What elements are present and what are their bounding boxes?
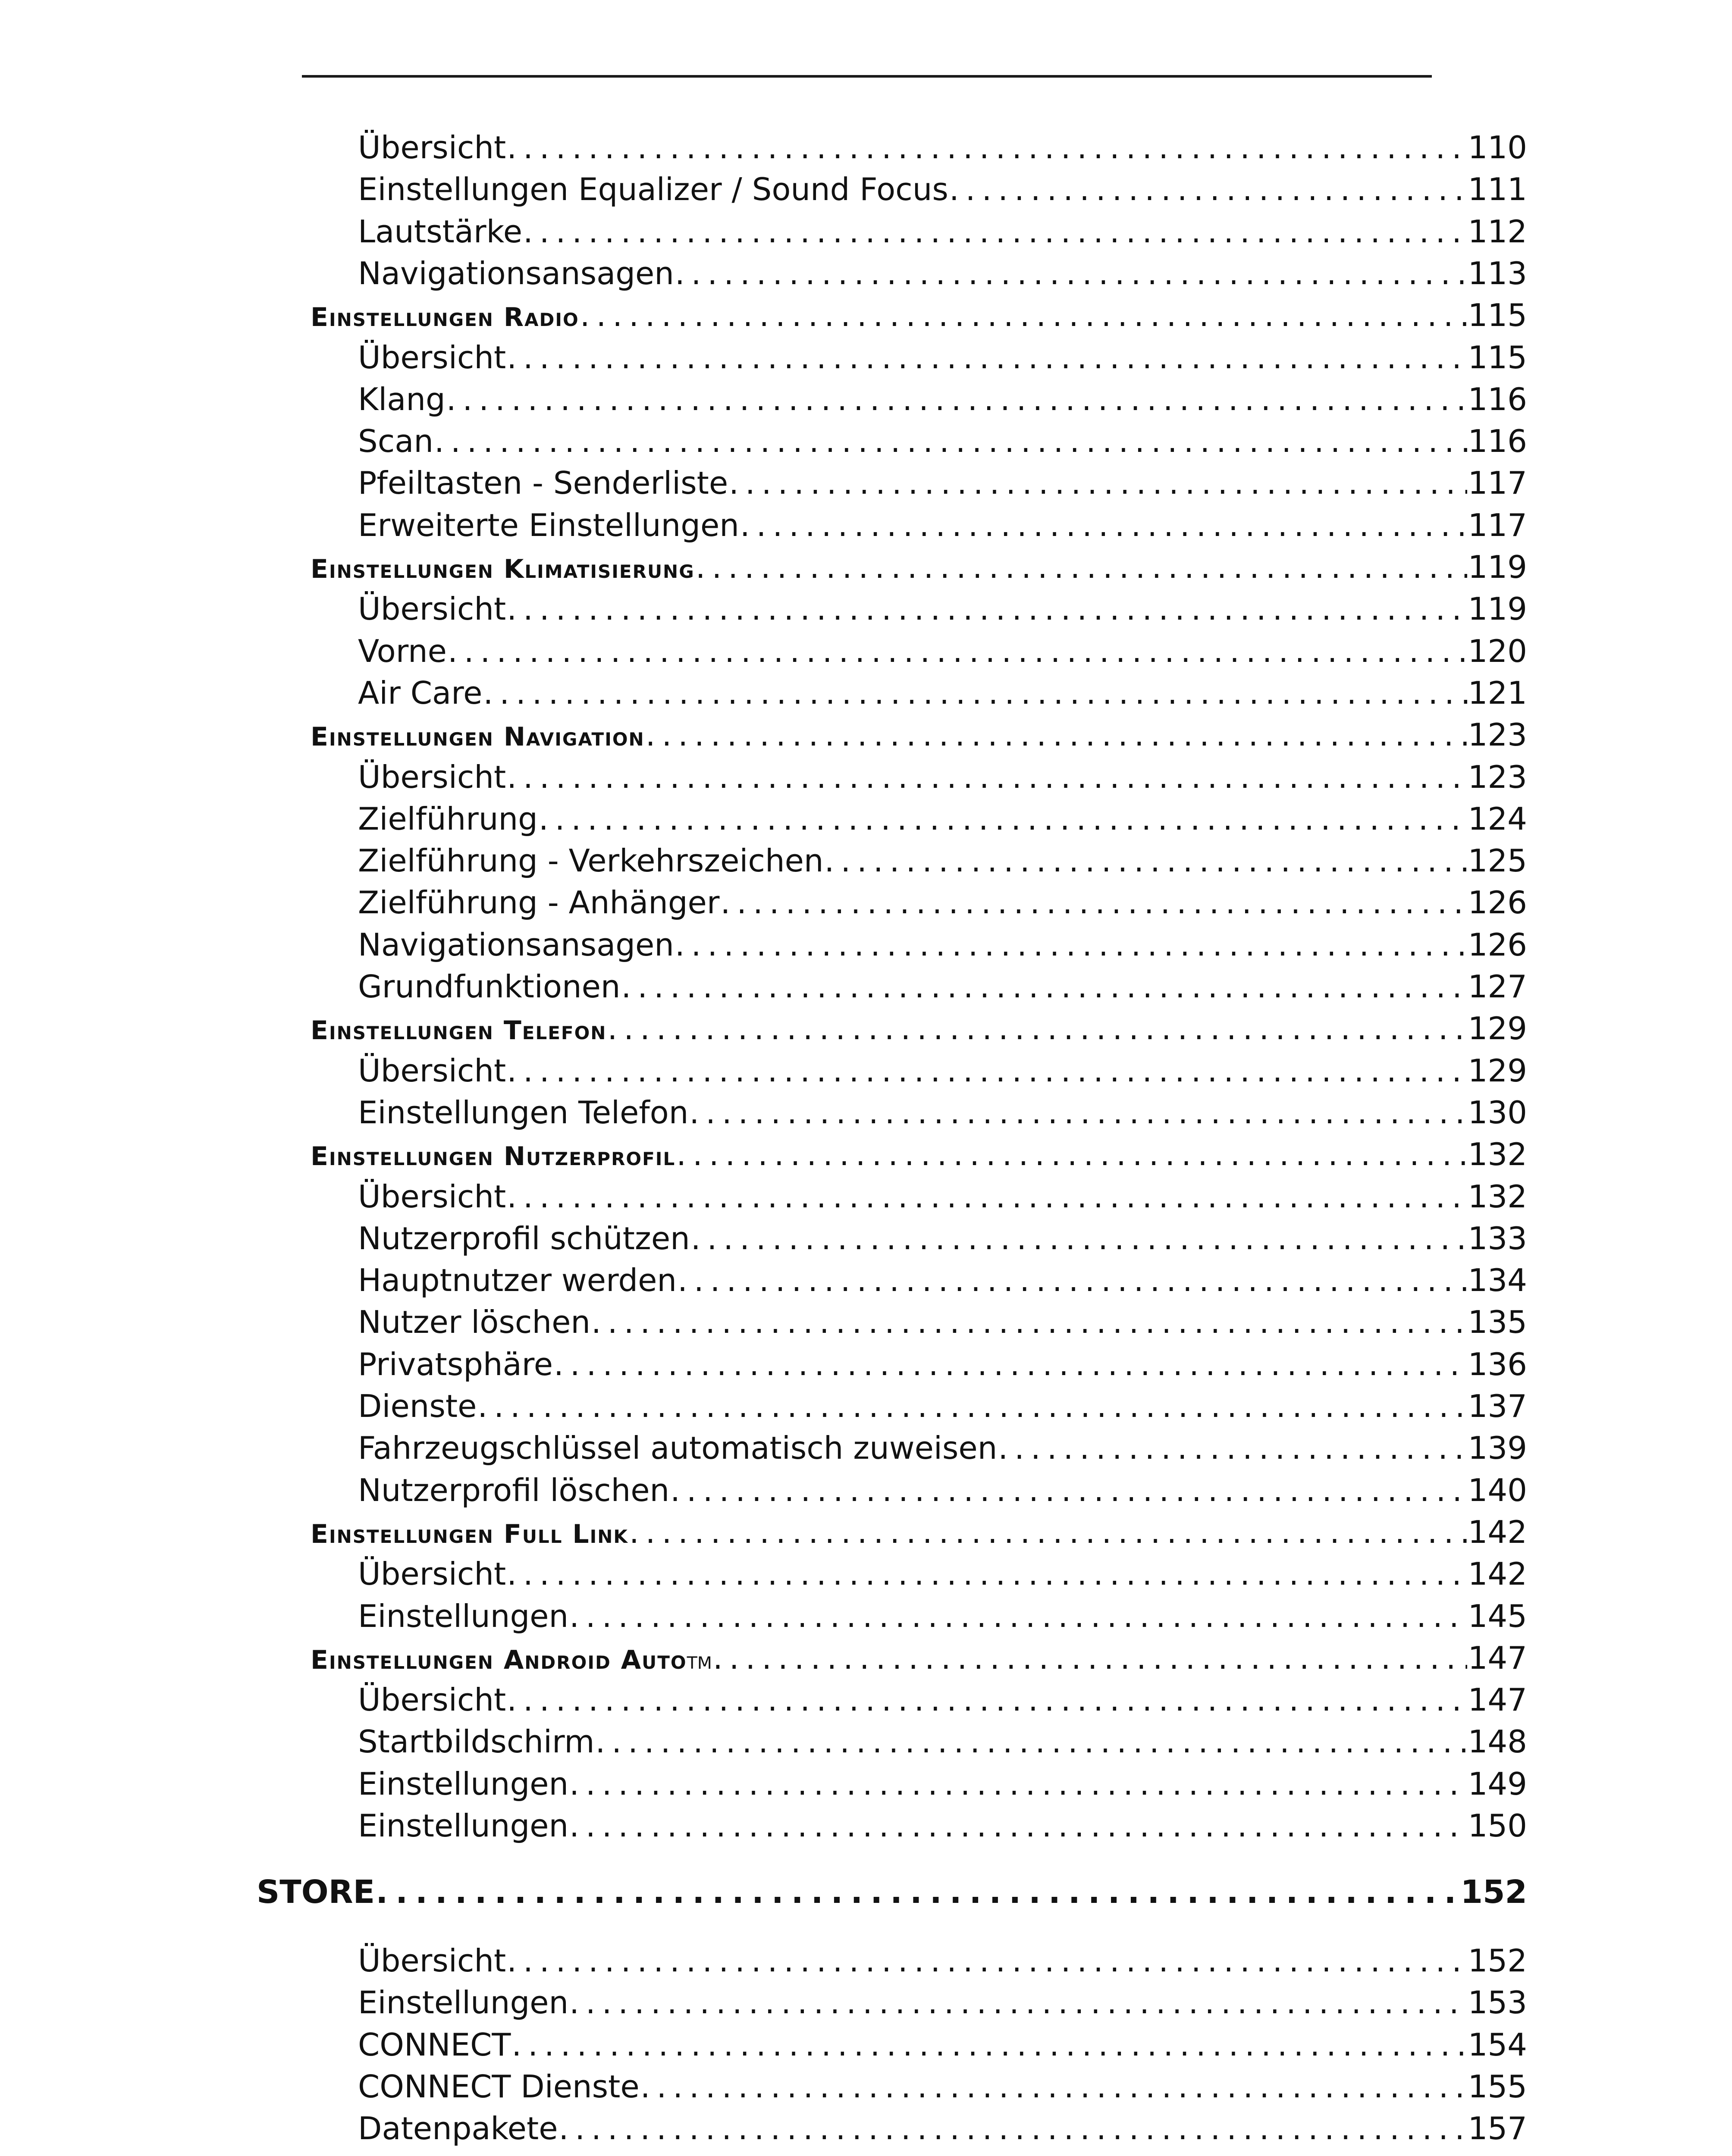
toc-entry-label: Übersicht [358, 129, 506, 166]
dot-leader [691, 1220, 1467, 1257]
toc-page-number: 116 [1468, 381, 1527, 417]
dot-leader [675, 927, 1467, 963]
toc-page-number: 153 [1468, 1984, 1527, 2021]
dot-leader [607, 1010, 1467, 1047]
toc-entry-label: Einstellungen Equalizer / Sound Focus [358, 171, 948, 208]
toc-page-number: 132 [1468, 1178, 1527, 1215]
toc-page-number: 150 [1468, 1808, 1527, 1844]
toc-entry-label: Vorne [358, 633, 447, 669]
toc-entry-label: Übersicht [358, 1943, 506, 1979]
dot-leader [446, 381, 1467, 417]
toc-entry-label: Nutzerprofil löschen [358, 1472, 670, 1508]
dot-leader [569, 1984, 1467, 2021]
toc-page-number: 117 [1468, 507, 1527, 543]
dot-leader [539, 801, 1467, 837]
dot-leader [629, 1514, 1467, 1550]
toc-page-number: 121 [1468, 674, 1527, 711]
trademark-superscript: TM [687, 1653, 712, 1673]
toc-entry-label: Übersicht [358, 1178, 506, 1215]
dot-leader [507, 591, 1467, 627]
toc-entry-label: Scan [358, 423, 434, 460]
toc-page-number: 129 [1468, 1010, 1527, 1047]
dot-leader [720, 884, 1467, 921]
dot-leader [376, 1874, 1459, 1911]
toc-entry[interactable] [358, 339, 1527, 376]
dot-leader [559, 2110, 1467, 2147]
toc-entry-label: Einstellungen [358, 1765, 569, 1802]
dot-leader [507, 1943, 1467, 1979]
toc-entry[interactable] [358, 801, 1527, 837]
toc-entry-label: Datenpakete [358, 2110, 558, 2147]
dot-leader [591, 1304, 1467, 1340]
toc-entry[interactable] [358, 1682, 1527, 1718]
toc-entry-label: Einstellungen [358, 1808, 569, 1844]
toc-entry[interactable] [358, 591, 1527, 627]
toc-page-number: 125 [1468, 843, 1527, 879]
toc-entry[interactable] [358, 381, 1527, 417]
dot-leader [507, 1682, 1467, 1718]
toc-entry-label: Einstellungen Android Auto [311, 1645, 687, 1675]
toc-entry-label: Klang [358, 381, 446, 417]
toc-entry-label: Air Care [358, 674, 483, 711]
dot-leader [676, 1136, 1467, 1172]
toc-page-number: 155 [1468, 2068, 1527, 2105]
dot-leader [998, 1430, 1467, 1466]
toc-entry[interactable] [311, 1640, 1527, 1676]
toc-page-number: 140 [1468, 1472, 1527, 1508]
toc-page-number: 152 [1460, 1874, 1527, 1911]
toc-entry[interactable] [358, 171, 1527, 207]
dot-leader [477, 1388, 1467, 1424]
toc-page-number: 142 [1468, 1514, 1527, 1550]
dot-leader [596, 1724, 1467, 1760]
toc-entry-label: Lautstärke [358, 213, 522, 250]
toc-page-number: 139 [1468, 1430, 1527, 1467]
toc-entry[interactable] [358, 2068, 1527, 2105]
toc-entry[interactable] [358, 1053, 1527, 1089]
toc-page-number: 115 [1468, 339, 1527, 376]
toc-page-number: 152 [1468, 1943, 1527, 1979]
toc-entry[interactable] [358, 1178, 1527, 1215]
toc-entry-label: Einstellungen Radio [311, 302, 579, 333]
toc-page-number: 129 [1468, 1052, 1527, 1089]
dot-leader [507, 1053, 1467, 1089]
toc-entry-label: Übersicht [358, 1556, 506, 1592]
toc-entry-label: Dienste [358, 1388, 477, 1424]
toc-entry-label: Fahrzeugschlüssel automatisch zuweisen [358, 1430, 998, 1467]
toc-entry-label: Navigationsansagen [358, 255, 674, 291]
toc-page-number: 134 [1468, 1262, 1527, 1299]
toc-entry[interactable] [358, 968, 1527, 1005]
toc-page-number: 132 [1468, 1136, 1527, 1173]
toc-entry-label: Erweiterte Einstellungen [358, 507, 739, 543]
toc-page-number: 147 [1468, 1682, 1527, 1718]
toc-entry[interactable] [358, 759, 1527, 795]
toc-entry[interactable] [311, 549, 1527, 585]
toc-entry[interactable] [358, 675, 1527, 711]
toc-entry[interactable] [358, 1724, 1527, 1760]
dot-leader [740, 507, 1467, 543]
toc-entry[interactable] [311, 1010, 1527, 1047]
toc-entry[interactable] [358, 1388, 1527, 1424]
toc-page-number: 117 [1468, 465, 1527, 501]
toc-page-number: 127 [1468, 968, 1527, 1005]
toc-entry[interactable] [311, 1514, 1527, 1550]
toc-entry-label: Navigationsansagen [358, 926, 674, 963]
dot-leader [825, 843, 1467, 879]
toc-entry[interactable] [358, 1304, 1527, 1340]
toc-page-number: 149 [1468, 1765, 1527, 1802]
toc-entry[interactable] [358, 843, 1527, 879]
dot-leader [448, 633, 1467, 669]
toc-page-number: 135 [1468, 1304, 1527, 1341]
toc-entry-label: Übersicht [358, 591, 506, 627]
toc-page-number: 126 [1468, 884, 1527, 921]
toc-page-number: 116 [1468, 423, 1527, 460]
toc-entry[interactable] [311, 1136, 1527, 1172]
toc-entry-label: Pfeiltasten - Senderliste [358, 465, 728, 501]
toc-page-number: 157 [1468, 2110, 1527, 2147]
dot-leader [621, 968, 1467, 1005]
toc-entry-label: CONNECT Dienste [358, 2068, 640, 2105]
toc-entry-label: Einstellungen [358, 1598, 569, 1634]
toc-entry-label: Übersicht [358, 1052, 506, 1089]
toc-entry[interactable] [358, 1262, 1527, 1298]
toc-page-number: 119 [1468, 591, 1527, 627]
toc-entry[interactable] [358, 1346, 1527, 1382]
toc-page-number: 147 [1468, 1639, 1527, 1676]
dot-leader [670, 1472, 1467, 1508]
toc-entry-label: Einstellungen Telefon [358, 1094, 689, 1131]
toc-page-number: 142 [1468, 1556, 1527, 1592]
toc-entry-label: Zielführung - Verkehrszeichen [358, 843, 824, 879]
dot-leader [729, 465, 1467, 501]
dot-leader [696, 549, 1467, 585]
toc-entry[interactable] [358, 2027, 1527, 2063]
toc-entry[interactable] [358, 213, 1527, 250]
toc-page-number: 154 [1468, 2026, 1527, 2063]
toc-entry-label: Nutzer löschen [358, 1304, 591, 1341]
dot-leader [434, 423, 1467, 459]
toc-entry[interactable] [358, 1808, 1527, 1844]
toc-page-number: 123 [1468, 758, 1527, 795]
toc-entry[interactable] [358, 2110, 1527, 2147]
toc-entry-label: Übersicht [358, 339, 506, 376]
dot-leader [640, 2068, 1467, 2105]
toc-entry-label: Übersicht [358, 758, 506, 795]
dot-leader [949, 171, 1467, 207]
toc-page-number: 124 [1468, 800, 1527, 837]
toc-page-number: 113 [1468, 255, 1527, 291]
toc-page-number: 126 [1468, 926, 1527, 963]
dot-leader [554, 1346, 1467, 1382]
toc-entry-label: Grundfunktionen [358, 968, 621, 1005]
toc-entry[interactable] [358, 1598, 1527, 1634]
toc-entry-label: Einstellungen Klimatisierung [311, 554, 695, 584]
toc-entry-label: STORE [257, 1874, 375, 1911]
dot-leader [646, 717, 1467, 753]
toc-entry-label: Einstellungen [358, 1984, 569, 2021]
dot-leader [507, 129, 1467, 166]
toc-entry[interactable] [358, 1430, 1527, 1466]
toc-page-number: 137 [1468, 1388, 1527, 1424]
toc-page-number: 110 [1468, 129, 1527, 166]
dot-leader [507, 1178, 1467, 1215]
dot-leader [713, 1640, 1467, 1676]
toc-entry-label: Übersicht [358, 1682, 506, 1718]
toc-entry[interactable] [358, 1472, 1527, 1508]
toc-entry[interactable] [358, 1094, 1527, 1131]
dot-leader [569, 1598, 1467, 1634]
toc-entry-label: CONNECT [358, 2026, 511, 2063]
dot-leader [507, 1556, 1467, 1592]
toc-entry-label: Zielführung - Anhänger [358, 884, 720, 921]
toc-entry[interactable] [257, 1874, 1527, 1911]
toc-entry-label: Startbildschirm [358, 1724, 595, 1760]
toc-entry[interactable] [358, 1556, 1527, 1592]
toc-page-number: 148 [1468, 1724, 1527, 1760]
dot-leader [511, 2027, 1467, 2063]
toc-entry[interactable] [358, 1766, 1527, 1802]
toc-entry-label: Nutzerprofil schützen [358, 1220, 690, 1257]
dot-leader [678, 1262, 1467, 1298]
toc-page-number: 133 [1468, 1220, 1527, 1257]
toc-page-number: 145 [1468, 1598, 1527, 1634]
toc-page-number: 115 [1468, 297, 1527, 334]
toc-page-number: 111 [1468, 171, 1527, 208]
toc-entry[interactable] [358, 507, 1527, 543]
dot-leader [569, 1808, 1467, 1844]
toc-page-number: 119 [1468, 549, 1527, 585]
toc-entry-label: Einstellungen Full Link [311, 1519, 628, 1549]
dot-leader [580, 297, 1467, 333]
dot-leader [569, 1766, 1467, 1802]
toc-entry[interactable] [358, 255, 1527, 291]
toc-page-number: 112 [1468, 213, 1527, 250]
toc-entry-label: Privatsphäre [358, 1346, 553, 1382]
toc-page-number: 136 [1468, 1346, 1527, 1382]
toc-entry[interactable] [311, 297, 1527, 333]
toc-entry[interactable] [358, 1943, 1527, 1979]
toc-entry-label: Hauptnutzer werden [358, 1262, 677, 1299]
toc-entry[interactable] [358, 129, 1527, 166]
toc-page-number: 120 [1468, 633, 1527, 669]
toc-entry[interactable] [358, 1220, 1527, 1257]
dot-leader [675, 255, 1467, 291]
toc-entry[interactable] [358, 927, 1527, 963]
toc-entry[interactable] [358, 423, 1527, 459]
toc-entry[interactable] [358, 633, 1527, 669]
toc-entry[interactable] [358, 1984, 1527, 2021]
dot-leader [507, 339, 1467, 376]
dot-leader [483, 675, 1467, 711]
toc-entry[interactable] [358, 884, 1527, 921]
dot-leader [507, 759, 1467, 795]
toc-page-number: 130 [1468, 1094, 1527, 1131]
toc-entry-label: Zielführung [358, 800, 538, 837]
toc-entry[interactable] [358, 465, 1527, 501]
toc-entry-label: Einstellungen Nutzerprofil [311, 1141, 676, 1172]
toc-entry-label: Einstellungen Navigation [311, 722, 645, 752]
toc-entry-label: Einstellungen Telefon [311, 1015, 607, 1046]
toc-page-number: 123 [1468, 717, 1527, 753]
toc-entry[interactable] [311, 717, 1527, 753]
dot-leader [523, 213, 1467, 250]
dot-leader [689, 1094, 1467, 1131]
